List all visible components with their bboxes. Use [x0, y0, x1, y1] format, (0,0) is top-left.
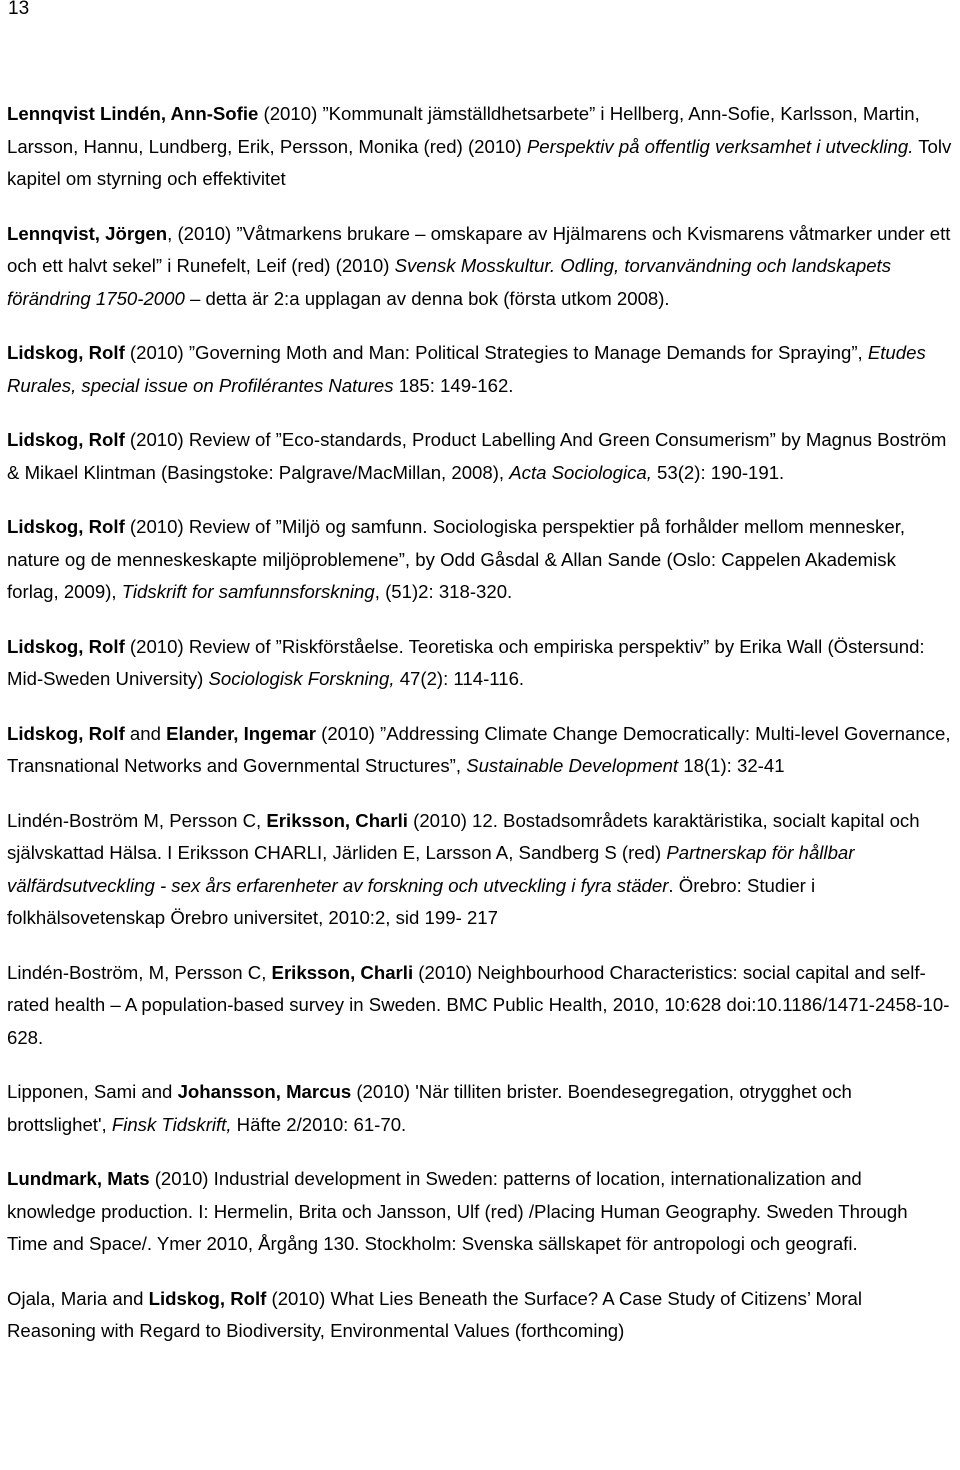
reference-text: (2010) ”Governing Moth and Man: Political Strategies to Manage Demands for Spraying”, [124, 342, 868, 363]
reference-entry [7, 631, 952, 696]
reference-list [7, 98, 952, 1370]
author-name: Lidskog, Rolf [7, 429, 125, 450]
publication-title: Tidskrift for samfunnsforskning [121, 581, 375, 602]
publication-title: Finsk Tidskrift, [111, 1113, 232, 1135]
publication-title: Etudes Rurales, special issue on Profilérantes Natures [7, 342, 926, 396]
reference-text: (2010) Industrial development in Sweden: patterns of location, internationalization and knowledge production. I: Hermelin, Brita och Jansson, Ulf (red) /Placing Human Geography. Sweden Through Time and Space/. Ymer 2010, Årgång 130. Stockholm: Svenska sällskapet för antropologi och geografi. [7, 1168, 908, 1254]
reference-text: (2010) ”Addressing Climate Change Democratically: Multi-level Governance, Transnational Networks and Governmental Structures”, [7, 722, 951, 776]
reference-text: (2010) What Lies Beneath the Surface? A Case Study of Citizens’ Moral Reasoning with Regard to Biodiversity, Environmental Values (forthcoming) [7, 1287, 863, 1341]
publication-title: Partnerskap för hållbar välfärdsutveckling - sex års erfarenheter av forskning och utveckling i fyra städer [7, 842, 855, 896]
author-name: Lundmark, Mats [7, 1168, 150, 1189]
publication-title: Sociologisk Forskning, [208, 668, 395, 689]
reference-entry [7, 511, 952, 609]
reference-text: Lindén-Boström M, Persson C, [7, 809, 267, 831]
reference-text: 47(2): 114-116. [394, 668, 525, 689]
reference-text: (2010) Review of ”Riskförståelse. Teoretiska och empiriska perspektiv” by Erika Wall (Östersund: Mid-Sweden University) [7, 635, 925, 689]
author-name: Lidskog, Rolf [7, 516, 125, 537]
reference-text: Lindén-Boström, M, Persson C, [7, 961, 272, 983]
author-name: Eriksson, Charli [266, 809, 408, 831]
reference-entry [7, 218, 952, 316]
author-name: Johansson, Marcus [177, 1081, 352, 1102]
publication-title: Sustainable Development [466, 755, 679, 776]
reference-text: Tolv kapitel om styrning och effektivitet [7, 135, 952, 189]
reference-text: (2010) ”Kommunalt jämställdhetsarbete” i Hellberg, Ann-Sofie, Karlsson, Martin, Larsson, Hannu, Lundberg, Erik, Persson, Monika (red) (2010) [7, 103, 920, 157]
reference-text: (2010) Review of ”Eco-standards, Product Labelling And Green Consumerism” by Magnus Boström & Mikael Klintman (Basingstoke: Palgrave/MacMillan, 2008), [7, 429, 947, 483]
reference-entry [7, 337, 952, 402]
reference-text: Ojala, Maria and [7, 1287, 149, 1309]
publication-title: Acta Sociologica, [509, 461, 652, 483]
reference-text: . Örebro: Studier i folkhälsovetenskap Örebro universitet, 2010:2, sid 199- 217 [7, 874, 816, 928]
reference-entry [7, 1283, 952, 1348]
author-name: Lidskog, Rolf [148, 1287, 267, 1309]
reference-entry [7, 805, 952, 935]
reference-text: and [124, 722, 167, 744]
reference-entry [7, 957, 952, 1055]
reference-entry [7, 424, 952, 489]
reference-text: 18(1): 32-41 [678, 755, 785, 776]
page-number: 13 [8, 0, 30, 19]
reference-text: (2010) 'När tilliten brister. Boendesegregation, otrygghet och brottslighet', [7, 1081, 852, 1135]
author-name: Lidskog, Rolf [7, 635, 125, 657]
reference-text: (2010) Review of ”Miljö og samfunn. Sociologiska perspektier på forhålder mellom mennesker, nature og de menneskeskapte miljöproblemene”, by Odd Gåsdal & Allan Sande (Oslo: Cappelen Akademisk forlag, 2009), [7, 516, 906, 602]
reference-text: 185: 149-162. [393, 374, 514, 396]
reference-entry [7, 1163, 952, 1261]
reference-text: – detta är 2:a upplagan av denna bok (första utkom 2008). [184, 287, 670, 309]
reference-text: , (51)2: 318-320. [374, 581, 513, 602]
reference-text: Lipponen, Sami and [7, 1081, 178, 1102]
author-name: Lennqvist Lindén, Ann-Sofie [7, 103, 259, 124]
reference-text: 53(2): 190-191. [651, 461, 785, 483]
author-name: Lennqvist, Jörgen [7, 222, 168, 244]
reference-entry [7, 1076, 952, 1141]
reference-text: Häfte 2/2010: 61-70. [231, 1113, 407, 1135]
publication-title: Svensk Mosskultur. Odling, torvanvändning och landskapets förändring 1750-2000 [7, 255, 892, 309]
author-name: Eriksson, Charli [271, 961, 414, 983]
reference-text: (2010) 12. Bostadsområdets karaktäristika, socialt kapital och självskattad Hälsa. I Eriksson CHARLI, Järliden E, Larsson A, Sandberg S (red) [7, 809, 920, 863]
author-name: Lidskog, Rolf [7, 342, 125, 363]
author-name: Lidskog, Rolf [7, 722, 125, 744]
reference-text: , (2010) ”Våtmarkens brukare – omskapare av Hjälmarens och Kvismarens våtmarker under ett och ett halvt sekel” i Runefelt, Leif (red) (2010) [7, 222, 951, 276]
reference-entry [7, 98, 952, 196]
reference-text: (2010) Neighbourhood Characteristics: social capital and self-rated health – A population-based survey in Sweden. BMC Public Health, 2010, 10:628 doi:10.1186/1471-2458-10-628. [7, 961, 950, 1048]
reference-entry [7, 718, 952, 783]
publication-title: Perspektiv på offentlig verksamhet i utveckling. [526, 135, 914, 157]
author-name: Elander, Ingemar [166, 722, 316, 744]
